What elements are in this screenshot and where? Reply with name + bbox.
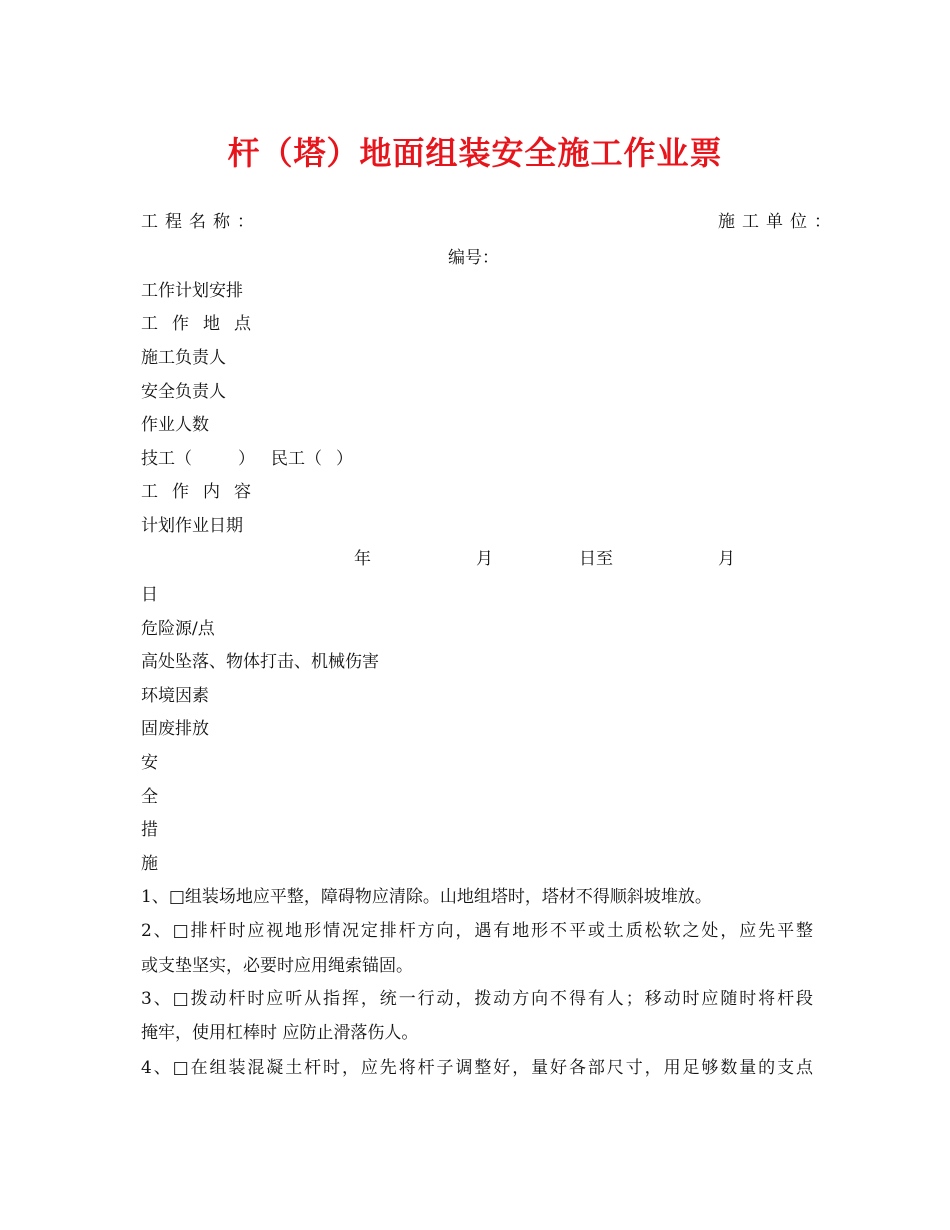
safety-measures-char-1: 安 [141, 753, 158, 773]
measure-2-line-2: 或支垫坚实，必要时应用绳索锚固。 [141, 956, 413, 976]
technician-label: 技工（ [141, 449, 192, 469]
document-title: 杆（塔）地面组装安全施工作业票 [227, 134, 723, 172]
technician-row [141, 448, 255, 470]
safety-measures-char-3: 措 [141, 820, 158, 840]
safety-leader-label: 安全负责人 [141, 382, 226, 402]
work-plan-label: 工作计划安排 [141, 281, 243, 301]
env-factors-label: 环境因素 [141, 686, 209, 706]
hazard-label: 危险源/点 [141, 619, 215, 639]
measure-3-line-2: 掩牢，使用杠棒时 应防止滑落伤人。 [141, 1023, 419, 1043]
technician-close: ） [238, 449, 255, 469]
measure-2-line-1: 2、□排杆时应视地形情况定排杆方向，遇有地形不平或土质松软之处，应先平整 [141, 921, 813, 941]
measure-4-line-1: 4、□在组装混凝土杆时，应先将杆子调整好，量好各部尺寸，用足够数量的支点 [141, 1058, 813, 1078]
env-factors-value: 固废排放 [141, 719, 209, 739]
measure-3-line-1: 3、□拨动杆时应听从指挥，统一行动，拨动方向不得有人；移动时应随时将杆段 [141, 989, 813, 1009]
safety-measures-char-2: 全 [141, 787, 158, 807]
date-day: 日 [141, 585, 158, 605]
date-month: 月 [476, 549, 493, 569]
planned-date-label: 计划作业日期 [141, 516, 243, 536]
date-year: 年 [354, 549, 371, 569]
work-content-label: 工作内容 [141, 482, 265, 502]
worker-count-label: 作业人数 [141, 415, 209, 435]
measure-1: 1、□组装场地应平整，障碍物应清除。山地组塔时，塔材不得顺斜坡堆放。 [141, 887, 712, 907]
construction-unit-label: 施工单位： [718, 212, 838, 232]
safety-measures-char-4: 施 [141, 854, 158, 874]
work-location-label: 工作地点 [141, 314, 265, 334]
number-label: 编号： [448, 248, 499, 268]
laborer-label: 民工（ [271, 449, 322, 469]
date-month-2: 月 [718, 549, 735, 569]
laborer-close: ） [336, 449, 353, 469]
hazards-value: 高处坠落、物体打击、机械伤害 [141, 652, 379, 672]
construction-leader-label: 施工负责人 [141, 348, 226, 368]
laborer-row [271, 448, 353, 470]
date-day-to: 日至 [579, 549, 613, 569]
project-name-label: 工程名称： [141, 212, 261, 232]
